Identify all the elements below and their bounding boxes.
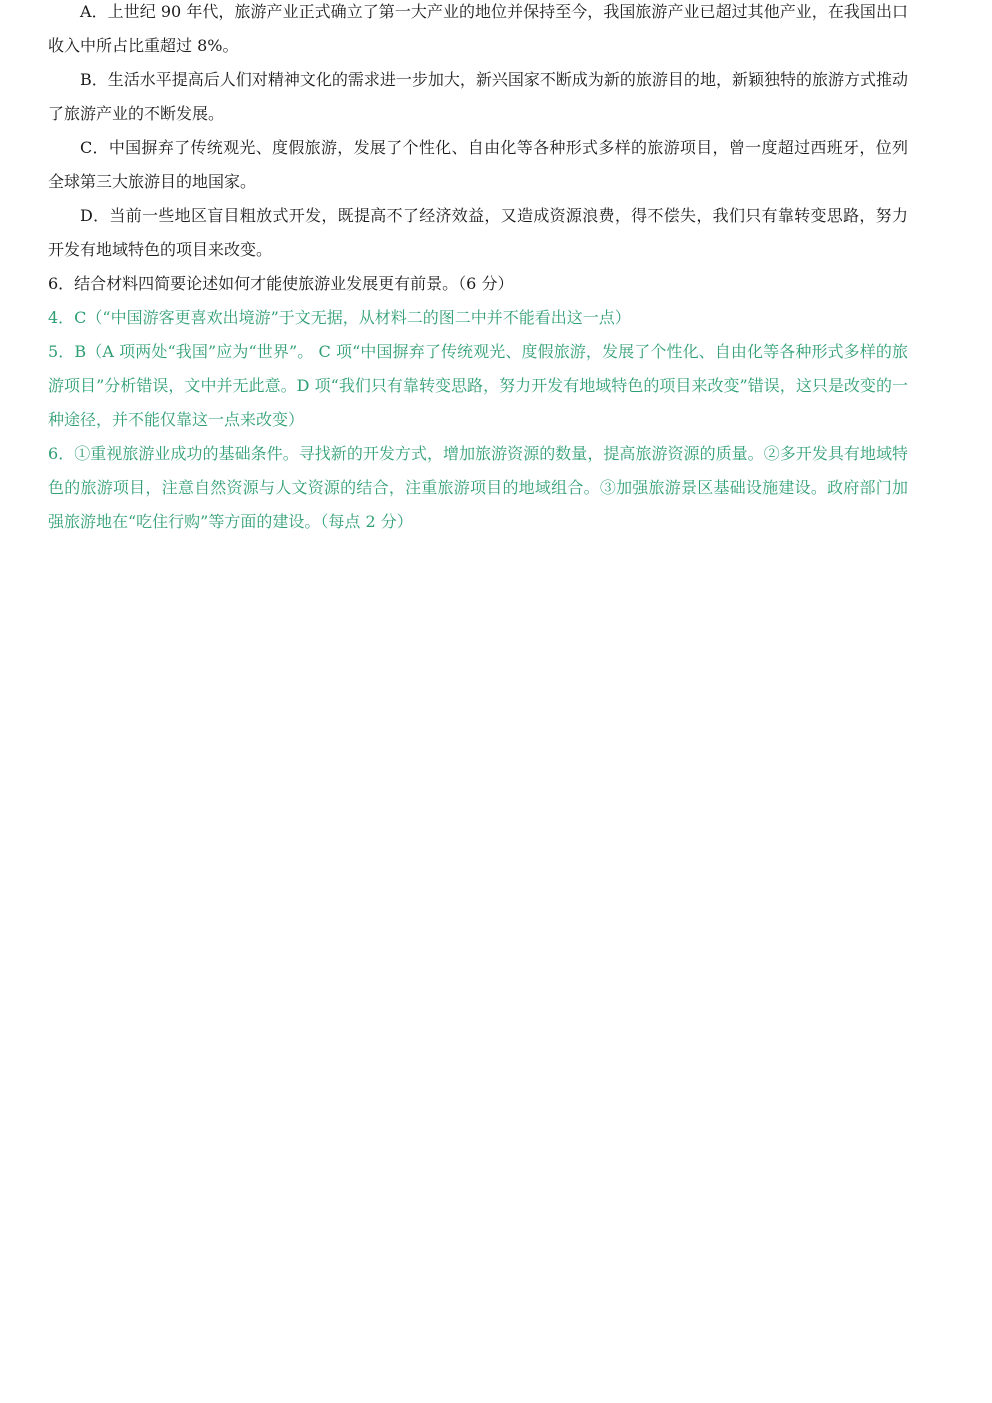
document-page — [48, 0, 908, 539]
option-a: A．上世纪 90 年代，旅游产业正式确立了第一大产业的地位并保持至今，我国旅游产业已超过其他产业，在我国出口收入中所占比重超过 8%。 — [48, 2, 908, 55]
option-c: C．中国摒弃了传统观光、度假旅游，发展了个性化、自由化等各种形式多样的旅游项目，曾一度超过西班牙，位列全球第三大旅游目的地国家。 — [48, 138, 908, 191]
option-b: B．生活水平提高后人们对精神文化的需求进一步加大，新兴国家不断成为新的旅游目的地，新颖独特的旅游方式推动了旅游产业的不断发展。 — [48, 70, 908, 123]
answer-6: 6．①重视旅游业成功的基础条件。寻找新的开发方式，增加旅游资源的数量，提高旅游资源的质量。②多开发具有地域特色的旅游项目，注意自然资源与人文资源的结合，注重旅游项目的地域组合。③加强旅游景区基础设施建设。政府部门加强旅游地在“吃住行购”等方面的建设。（每点 2 分） — [48, 444, 908, 531]
question-6: 6．结合材料四简要论述如何才能使旅游业发展更有前景。（6 分） — [48, 274, 514, 293]
option-d: D．当前一些地区盲目粗放式开发，既提高不了经济效益，又造成资源浪费，得不偿失，我们只有靠转变思路，努力开发有地域特色的项目来改变。 — [48, 206, 908, 259]
answer-4: 4．C（“中国游客更喜欢出境游”于文无据，从材料二的图二中并不能看出这一点） — [48, 308, 631, 327]
answer-5: 5．B（A 项两处“我国”应为“世界”。 C 项“中国摒弃了传统观光、度假旅游，发展了个性化、自由化等各种形式多样的旅游项目”分析错误，文中并无此意。D 项“我们只有靠转变思路，努力开发有地域特色的项目来改变”错误，这只是改变的一种途径，并不能仅靠这一点来改变） — [48, 342, 908, 429]
